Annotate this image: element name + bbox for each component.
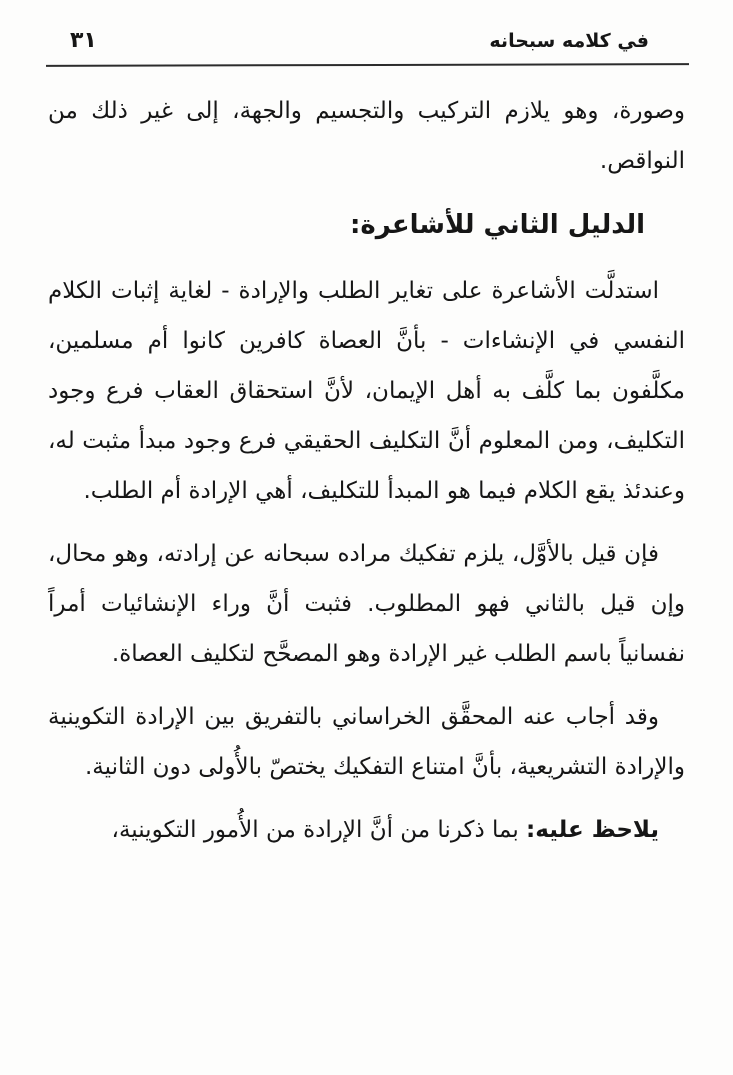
running-title: في كلامه سبحانه [489, 30, 649, 52]
page-body [0, 66, 733, 855]
note-text: بما ذكرنا من أنَّ الإرادة من الأُمور التكوينية، [111, 817, 527, 843]
section-heading: الدليل الثاني للأشاعرة: [349, 210, 645, 240]
paragraph-khorasani-reply: وقد أجاب عنه المحقَّق الخراساني بالتفريق بين الإرادة التكوينية والإرادة التشريعية، بأنَّ امتناع التفكيك يختصّ بالأُولى دون الثانية. [48, 704, 685, 780]
page-header [0, 0, 733, 54]
note-lead: يلاحظ عليه: [526, 817, 659, 843]
paragraph-continuation: وصورة، وهو يلازم التركيب والتجسيم والجهة، إلى غير ذلك من النواقص. [48, 98, 685, 174]
paragraph-note [48, 805, 685, 855]
page-number: ٣١ [70, 28, 97, 53]
paragraph-dilemma: فإن قيل بالأوَّل، يلزم تفكيك مراده سبحانه عن إرادته، وهو محال، وإن قيل بالثاني فهو المطلوب. فثبت أنَّ وراء الإنشائيات أمراً نفسانياً باسم الطلب غير الإرادة وهو المصحَّح لتكليف العصاة. [48, 541, 685, 667]
paragraph-argument: استدلَّت الأشاعرة على تغاير الطلب والإرادة - لغاية إثبات الكلام النفسي في الإنشاءات - بأنَّ العصاة كافرين كانوا أم مسلمين، مكلَّفون بما كلَّف به أهل الإيمان، لأنَّ استحقاق العقاب فرع وجود التكليف، ومن المعلوم أنَّ التكليف الحقيقي فرع وجود مبدأ مثبت له، وعندئذ يقع الكلام فيما هو المبدأ للتكليف، أهي الإرادة أم الطلب. [48, 278, 685, 504]
